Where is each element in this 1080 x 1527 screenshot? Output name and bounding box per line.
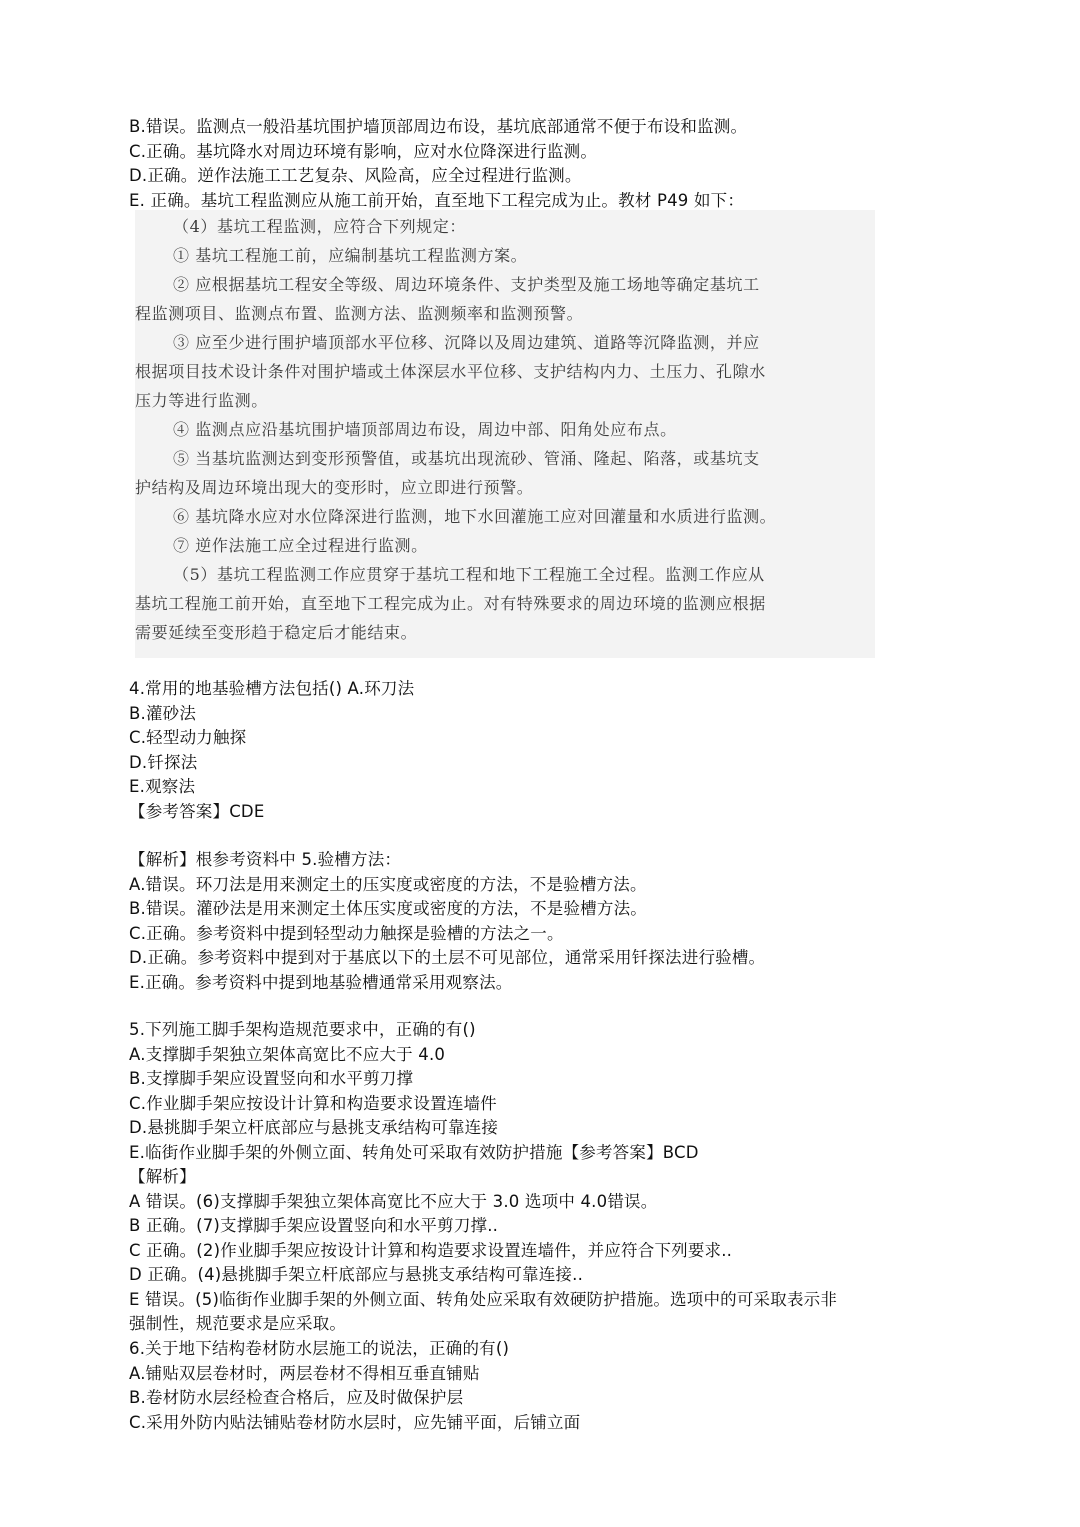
analysis-line: D.正确。参考资料中提到对于基底以下的土层不可见部位，通常采用钎探法进行验槽。 [129, 948, 766, 967]
reference-answer: 【参考答案】CDE [129, 801, 265, 821]
question-stem: 5.下列施工脚手架构造规范要求中，正确的有() [129, 1020, 476, 1039]
text-line: D.正确。逆作法施工工艺复杂、风险高，应全过程进行监测。 [129, 166, 582, 185]
option-line: A.铺贴双层卷材时，两层卷材不得相互垂直铺贴 [129, 1363, 480, 1383]
excerpt-line: 需要延续至变形趋于稳定后才能结束。 [135, 623, 418, 642]
excerpt-line: ② 应根据基坑工程安全等级、周边环境条件、支护类型及施工场地等确定基坑工 [173, 275, 760, 294]
option-line: A.支撑脚手架独立架体高宽比不应大于 4.0 [129, 1044, 446, 1064]
option-line: E.观察法 [129, 777, 196, 796]
question-stem: 6.关于地下结构卷材防水层施工的说法，正确的有() [129, 1339, 510, 1358]
option-line: C.轻型动力触探 [129, 728, 247, 747]
analysis-line: C.正确。参考资料中提到轻型动力触探是验槽的方法之一。 [129, 923, 564, 943]
excerpt-line: （5）基坑工程监测工作应贯穿于基坑工程和地下工程施工全过程。监测工作应从 [173, 565, 765, 584]
excerpt-line: 基坑工程施工前开始，直至地下工程完成为止。对有特殊要求的周边环境的监测应根据 [135, 594, 766, 613]
excerpt-line: ⑥ 基坑降水应对水位降深进行监测，地下水回灌施工应对回灌量和水质进行监测。 [173, 507, 777, 526]
text-line: E. 正确。基坑工程监测应从施工前开始，直至地下工程完成为止。教材 P49 如下： [129, 190, 745, 210]
analysis-line: C 正确。(2)作业脚手架应按设计计算和构造要求设置连墙件，并应符合下列要求.. [129, 1240, 733, 1260]
excerpt-line: ⑤ 当基坑监测达到变形预警值，或基坑出现流砂、管涌、隆起、陷落，或基坑支 [173, 449, 760, 468]
option-line: C.采用外防内贴法铺贴卷材防水层时，应先铺平面，后铺立面 [129, 1412, 581, 1432]
analysis-line: B 正确。(7)支撑脚手架应设置竖向和水平剪刀撑.. [129, 1216, 499, 1235]
option-line: D.钎探法 [129, 752, 198, 772]
analysis-heading: 【解析】根参考资料中 5.验槽方法： [129, 850, 402, 869]
answer-explanation-top [129, 115, 959, 213]
analysis-line: D 正确。(4)悬挑脚手架立杆底部应与悬挑支承结构可靠连接.. [129, 1265, 584, 1284]
option-line: D.悬挑脚手架立杆底部应与悬挑支承结构可靠连接 [129, 1118, 499, 1137]
excerpt-line: ① 基坑工程施工前，应编制基坑工程监测方案。 [173, 246, 528, 265]
option-line: B.支撑脚手架应设置竖向和水平剪刀撑 [129, 1069, 414, 1088]
excerpt-line: ④ 监测点应沿基坑围护墙顶部周边布设，周边中部、阳角处应布点。 [173, 420, 677, 439]
analysis-line: E 错误。(5)临街作业脚手架的外侧立面、转角处应采取有效硬防护措施。选项中的可采取表示非 [129, 1289, 838, 1309]
analysis-line: A.错误。环刀法是用来测定土的压实度或密度的方法，不是验槽方法。 [129, 874, 647, 894]
question-6 [129, 1337, 959, 1435]
analysis-heading: 【解析】 [129, 1167, 196, 1186]
question-stem: 4.常用的地基验槽方法包括() A.环刀法 [129, 679, 415, 698]
option-line: E.临街作业脚手架的外侧立面、转角处可采取有效防护措施【参考答案】BCD [129, 1142, 699, 1162]
textbook-excerpt-image [135, 210, 875, 658]
question-4-analysis [129, 848, 959, 995]
analysis-line: A 错误。(6)支撑脚手架独立架体高宽比不应大于 3.0 选项中 4.0错误。 [129, 1191, 658, 1211]
excerpt-line: 程监测项目、监测点布置、监测方法、监测频率和监测预警。 [135, 304, 584, 323]
excerpt-line: （4）基坑工程监测，应符合下列规定： [173, 217, 466, 236]
excerpt-line: ③ 应至少进行围护墙顶部水平位移、沉降以及周边建筑、道路等沉降监测，并应 [173, 333, 760, 352]
excerpt-line: 压力等进行监测。 [135, 391, 268, 410]
analysis-line: B.错误。灌砂法是用来测定土体压实度或密度的方法，不是验槽方法。 [129, 899, 647, 918]
question-4 [129, 677, 959, 824]
text-line: B.错误。监测点一般沿基坑围护墙顶部周边布设，基坑底部通常不便于布设和监测。 [129, 117, 748, 136]
option-line: B.灌砂法 [129, 703, 197, 723]
excerpt-line: 护结构及周边环境出现大的变形时，应立即进行预警。 [135, 478, 534, 497]
question-5 [129, 1018, 959, 1337]
excerpt-line: 根据项目技术设计条件对围护墙或土体深层水平位移、支护结构内力、土压力、孔隙水 [135, 362, 766, 381]
option-line: B.卷材防水层经检查合格后，应及时做保护层 [129, 1388, 464, 1407]
analysis-line: E.正确。参考资料中提到地基验槽通常采用观察法。 [129, 972, 513, 992]
excerpt-line: ⑦ 逆作法施工应全过程进行监测。 [173, 536, 428, 555]
analysis-line: 强制性，规范要求是应采取。 [129, 1314, 347, 1333]
option-line: C.作业脚手架应按设计计算和构造要求设置连墙件 [129, 1093, 497, 1113]
text-line: C.正确。基坑降水对周边环境有影响，应对水位降深进行监测。 [129, 141, 598, 161]
